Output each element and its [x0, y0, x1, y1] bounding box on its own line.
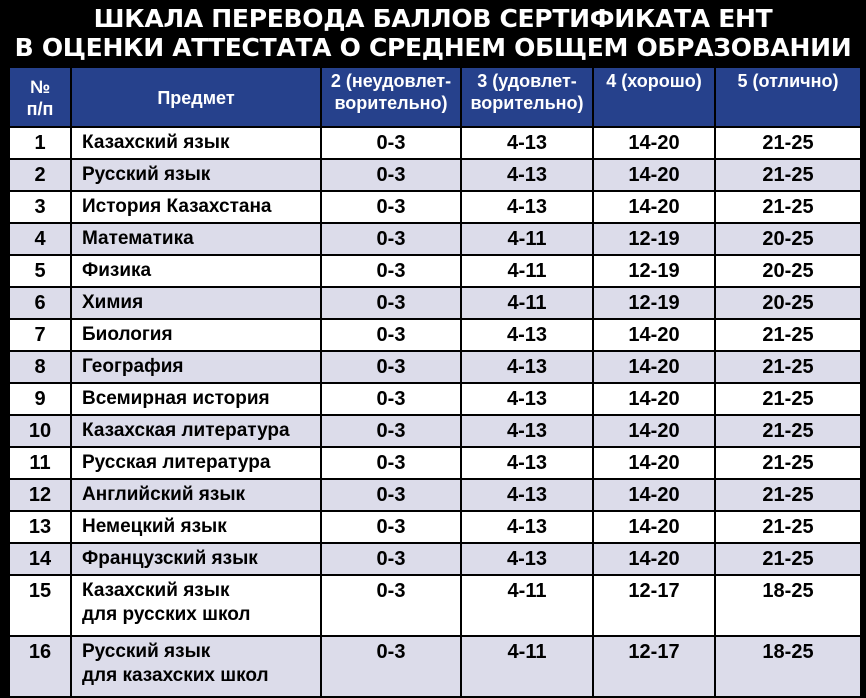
row-subject — [71, 636, 321, 697]
header-subject: Предмет — [71, 67, 321, 127]
subject-line-1: Физика — [82, 260, 152, 281]
row-grade-5: 21-25 — [715, 415, 861, 447]
row-number: 16 — [9, 636, 71, 697]
header-grade-2: 2 (неудовлет- ворительно) — [321, 67, 461, 127]
title-line-2: В ОЦЕНКИ АТТЕСТАТА О СРЕДНЕМ ОБЩЕМ ОБРАЗОВАНИИ — [14, 33, 852, 62]
subject-line-1: Немецкий язык — [82, 516, 227, 537]
row-grade-3: 4-11 — [461, 575, 593, 636]
row-grade-2: 0-3 — [321, 127, 461, 159]
table-row — [9, 351, 861, 383]
row-grade-4: 14-20 — [593, 351, 715, 383]
row-subject — [71, 479, 321, 511]
row-grade-4: 12-19 — [593, 287, 715, 319]
row-subject — [71, 319, 321, 351]
subject-line-1: Русский язык — [82, 164, 211, 185]
row-number: 1 — [9, 127, 71, 159]
subject-line-1: Французский язык — [82, 548, 258, 569]
row-grade-5: 21-25 — [715, 351, 861, 383]
subject-line-1: Химия — [82, 292, 144, 313]
row-grade-2: 0-3 — [321, 159, 461, 191]
row-grade-5: 21-25 — [715, 447, 861, 479]
row-number: 15 — [9, 575, 71, 636]
row-grade-2: 0-3 — [321, 287, 461, 319]
subject-line-1: История Казахстана — [82, 196, 272, 217]
subject-line-1: Всемирная история — [82, 388, 270, 409]
table-row — [9, 447, 861, 479]
subject-line-1: Русский язык — [82, 641, 211, 662]
row-number: 2 — [9, 159, 71, 191]
row-grade-4: 12-17 — [593, 636, 715, 697]
row-subject — [71, 447, 321, 479]
table-row — [9, 636, 861, 697]
row-grade-2: 0-3 — [321, 575, 461, 636]
row-grade-3: 4-13 — [461, 543, 593, 575]
row-grade-2: 0-3 — [321, 319, 461, 351]
conversion-table — [8, 66, 862, 698]
table-row — [9, 479, 861, 511]
row-grade-3: 4-13 — [461, 191, 593, 223]
row-grade-3: 4-13 — [461, 159, 593, 191]
table-row — [9, 319, 861, 351]
row-grade-5: 21-25 — [715, 319, 861, 351]
table-body — [9, 127, 861, 697]
row-grade-4: 14-20 — [593, 159, 715, 191]
row-grade-2: 0-3 — [321, 223, 461, 255]
table-row — [9, 191, 861, 223]
row-subject — [71, 543, 321, 575]
row-grade-5: 18-25 — [715, 575, 861, 636]
row-grade-5: 21-25 — [715, 159, 861, 191]
table-row — [9, 287, 861, 319]
row-grade-3: 4-13 — [461, 479, 593, 511]
row-grade-2: 0-3 — [321, 479, 461, 511]
table-row — [9, 415, 861, 447]
row-grade-2: 0-3 — [321, 415, 461, 447]
row-grade-3: 4-13 — [461, 351, 593, 383]
row-grade-5: 21-25 — [715, 191, 861, 223]
header-grade-5: 5 (отлично) — [715, 67, 861, 127]
table-row — [9, 383, 861, 415]
row-grade-4: 12-19 — [593, 223, 715, 255]
row-grade-4: 14-20 — [593, 447, 715, 479]
table-row — [9, 223, 861, 255]
row-grade-2: 0-3 — [321, 255, 461, 287]
row-number: 14 — [9, 543, 71, 575]
table-row — [9, 511, 861, 543]
header-number: № п/п — [9, 67, 71, 127]
row-grade-3: 4-13 — [461, 319, 593, 351]
row-grade-2: 0-3 — [321, 351, 461, 383]
row-grade-4: 12-17 — [593, 575, 715, 636]
subject-line-1: География — [82, 356, 184, 377]
row-subject — [71, 575, 321, 636]
row-subject — [71, 287, 321, 319]
page-title — [0, 0, 866, 64]
row-grade-5: 21-25 — [715, 511, 861, 543]
row-number: 10 — [9, 415, 71, 447]
row-subject — [71, 191, 321, 223]
table-row — [9, 255, 861, 287]
table-row — [9, 159, 861, 191]
header-grade-4: 4 (хорошо) — [593, 67, 715, 127]
row-grade-4: 14-20 — [593, 319, 715, 351]
row-number: 3 — [9, 191, 71, 223]
row-grade-5: 18-25 — [715, 636, 861, 697]
row-grade-3: 4-13 — [461, 383, 593, 415]
row-grade-2: 0-3 — [321, 636, 461, 697]
row-number: 5 — [9, 255, 71, 287]
row-grade-4: 14-20 — [593, 127, 715, 159]
header-grade-3: 3 (удовлет- ворительно) — [461, 67, 593, 127]
title-line-1: ШКАЛА ПЕРЕВОДА БАЛЛОВ СЕРТИФИКАТА ЕНТ — [93, 4, 773, 33]
row-grade-5: 20-25 — [715, 223, 861, 255]
subject-line-2: для русских школ — [82, 604, 251, 625]
row-number: 6 — [9, 287, 71, 319]
row-grade-3: 4-13 — [461, 415, 593, 447]
row-grade-3: 4-13 — [461, 447, 593, 479]
row-grade-4: 12-19 — [593, 255, 715, 287]
row-grade-3: 4-13 — [461, 127, 593, 159]
row-grade-2: 0-3 — [321, 191, 461, 223]
row-grade-2: 0-3 — [321, 511, 461, 543]
row-grade-3: 4-11 — [461, 255, 593, 287]
table-row — [9, 575, 861, 636]
row-subject — [71, 127, 321, 159]
subject-line-1: Казахский язык — [82, 132, 230, 153]
row-subject — [71, 415, 321, 447]
header-row — [9, 67, 861, 127]
row-grade-3: 4-11 — [461, 287, 593, 319]
row-subject — [71, 159, 321, 191]
row-grade-4: 14-20 — [593, 191, 715, 223]
table-row — [9, 543, 861, 575]
row-grade-4: 14-20 — [593, 511, 715, 543]
row-grade-5: 21-25 — [715, 383, 861, 415]
subject-line-1: Казахская литература — [82, 420, 290, 441]
row-grade-4: 14-20 — [593, 479, 715, 511]
row-number: 11 — [9, 447, 71, 479]
row-subject — [71, 383, 321, 415]
row-grade-5: 21-25 — [715, 479, 861, 511]
row-grade-2: 0-3 — [321, 383, 461, 415]
row-grade-4: 14-20 — [593, 543, 715, 575]
row-number: 4 — [9, 223, 71, 255]
row-grade-5: 20-25 — [715, 287, 861, 319]
row-number: 13 — [9, 511, 71, 543]
table-row — [9, 127, 861, 159]
row-grade-5: 21-25 — [715, 543, 861, 575]
row-grade-2: 0-3 — [321, 543, 461, 575]
row-subject — [71, 223, 321, 255]
subject-line-1: Казахский язык — [82, 580, 230, 601]
row-number: 8 — [9, 351, 71, 383]
row-number: 12 — [9, 479, 71, 511]
subject-line-1: Математика — [82, 228, 194, 249]
row-subject — [71, 511, 321, 543]
row-number: 7 — [9, 319, 71, 351]
row-grade-3: 4-11 — [461, 223, 593, 255]
row-subject — [71, 351, 321, 383]
subject-line-1: Русская литература — [82, 452, 271, 473]
subject-line-1: Английский язык — [82, 484, 246, 505]
row-grade-3: 4-13 — [461, 511, 593, 543]
row-grade-3: 4-11 — [461, 636, 593, 697]
row-number: 9 — [9, 383, 71, 415]
subject-line-2: для казахских школ — [82, 665, 269, 686]
row-grade-5: 21-25 — [715, 127, 861, 159]
subject-line-1: Биология — [82, 324, 173, 345]
row-grade-2: 0-3 — [321, 447, 461, 479]
row-subject — [71, 255, 321, 287]
row-grade-5: 20-25 — [715, 255, 861, 287]
row-grade-4: 14-20 — [593, 383, 715, 415]
row-grade-4: 14-20 — [593, 415, 715, 447]
